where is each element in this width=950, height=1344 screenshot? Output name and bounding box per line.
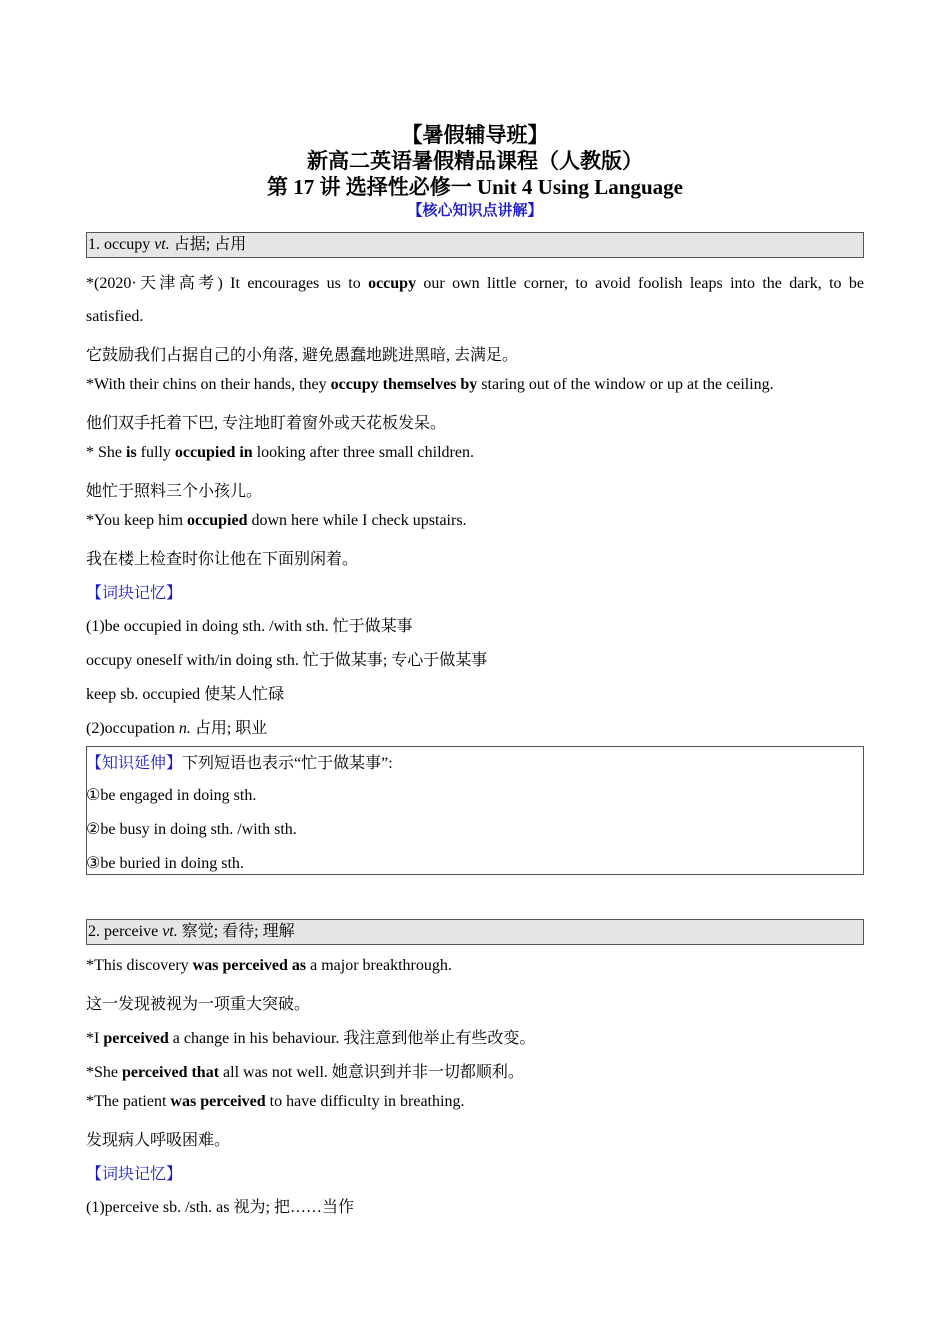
course-title: 新高二英语暑假精品课程（人教版） — [307, 149, 643, 173]
extension-heading — [86, 750, 864, 773]
memo-item: (1)perceive sb. /sth. as 视为; 把……当作 — [86, 1199, 354, 1216]
text-segment: 占用; 职业 — [190, 720, 268, 737]
keyword: was perceived — [170, 1093, 266, 1110]
extension-item: ①be engaged in doing sth. — [86, 787, 257, 804]
example-translation: 我在楼上检查时你让他在下面别闲着。 — [86, 551, 359, 568]
example-translation: 他们双手托着下巴, 专注地盯着窗外或天花板发呆。 — [86, 415, 447, 432]
memo-item — [86, 715, 864, 738]
keyword: was perceived as — [192, 957, 307, 974]
text-segment: *With their chins on their hands, they — [86, 376, 331, 393]
lesson-title: 第 17 讲 选择性必修一 Unit 4 Using Language — [267, 175, 683, 199]
text-segment: down here while I check upstairs. — [247, 512, 467, 529]
text-segment: *She — [86, 1064, 122, 1081]
course-label: 【暑假辅导班】 — [401, 123, 549, 147]
example-sentence — [86, 1093, 864, 1111]
extension-label: 【知识延伸】 — [86, 755, 183, 772]
keyword: occupy — [368, 275, 417, 292]
extension-item: ②be busy in doing sth. /with sth. — [86, 821, 297, 838]
text-segment: fully — [136, 444, 175, 461]
section-subtitle: 【核心知识点讲解】 — [407, 203, 543, 219]
extension-title: 下列短语也表示“忙于做某事”: — [182, 755, 393, 772]
memo-label: 【词块记忆】 — [86, 1166, 183, 1183]
keyword: occupied — [187, 512, 248, 529]
example-sentence — [86, 444, 864, 462]
example-sentence — [86, 270, 864, 293]
text-segment: *(2020·天津高考) It encourages us to — [86, 275, 369, 292]
entry-word: 2. perceive — [88, 923, 163, 940]
title-block — [86, 122, 864, 221]
example-sentence — [86, 376, 864, 394]
entry-meaning: 占据; 占用 — [169, 236, 247, 253]
text-segment: *The patient — [86, 1093, 171, 1110]
example-sentence-cont: satisfied. — [86, 308, 144, 325]
text-segment: our own little corner, to avoid foolish leaps into the dark, to be — [416, 275, 864, 292]
example-sentence — [86, 1025, 864, 1048]
text-segment: a change in his behaviour. 我注意到他举止有些改变。 — [168, 1030, 536, 1047]
memo-item: (1)be occupied in doing sth. /with sth. 忙于做某事 — [86, 618, 413, 635]
text-segment: all was not well. 她意识到并非一切都顺利。 — [219, 1064, 524, 1081]
text-segment: (2)occupation — [86, 720, 179, 737]
text-segment: *This discovery — [86, 957, 193, 974]
keyword: is — [126, 444, 137, 461]
memo-item: occupy oneself with/in doing sth. 忙于做某事; 专心于做某事 — [86, 652, 488, 669]
keyword: perceived — [103, 1030, 169, 1047]
entry-header-perceive — [86, 919, 864, 945]
example-sentence — [86, 512, 864, 530]
text-segment: staring out of the window or up at the ceiling. — [477, 376, 774, 393]
entry-pos: vt. — [154, 236, 170, 253]
entry-meaning: 察觉; 看待; 理解 — [177, 923, 295, 940]
text-segment: *I — [86, 1030, 104, 1047]
text-segment: looking after three small children. — [252, 444, 474, 461]
example-translation: 这一发现被视为一项重大突破。 — [86, 996, 311, 1013]
entry-pos: vt. — [162, 923, 178, 940]
memo-label: 【词块记忆】 — [86, 585, 183, 602]
entry-pos: n. — [178, 720, 191, 737]
keyword: perceived that — [122, 1064, 220, 1081]
example-translation: 她忙于照料三个小孩儿。 — [86, 483, 263, 500]
example-translation: 它鼓励我们占据自己的小角落, 避免愚蠢地跳进黑暗, 去满足。 — [86, 347, 519, 364]
text-segment: * She — [86, 444, 126, 461]
example-sentence — [86, 957, 864, 975]
keyword: occupied in — [174, 444, 253, 461]
text-segment: a major breakthrough. — [306, 957, 452, 974]
example-sentence — [86, 1059, 864, 1082]
entry-word: 1. occupy — [88, 236, 155, 253]
extension-item: ③be buried in doing sth. — [86, 855, 244, 872]
keyword: occupy themselves by — [330, 376, 478, 393]
entry-header-occupy — [86, 232, 864, 258]
text-segment: to have difficulty in breathing. — [265, 1093, 465, 1110]
memo-item: keep sb. occupied 使某人忙碌 — [86, 686, 285, 703]
text-segment: *You keep him — [86, 512, 188, 529]
example-translation: 发现病人呼吸困难。 — [86, 1132, 231, 1149]
